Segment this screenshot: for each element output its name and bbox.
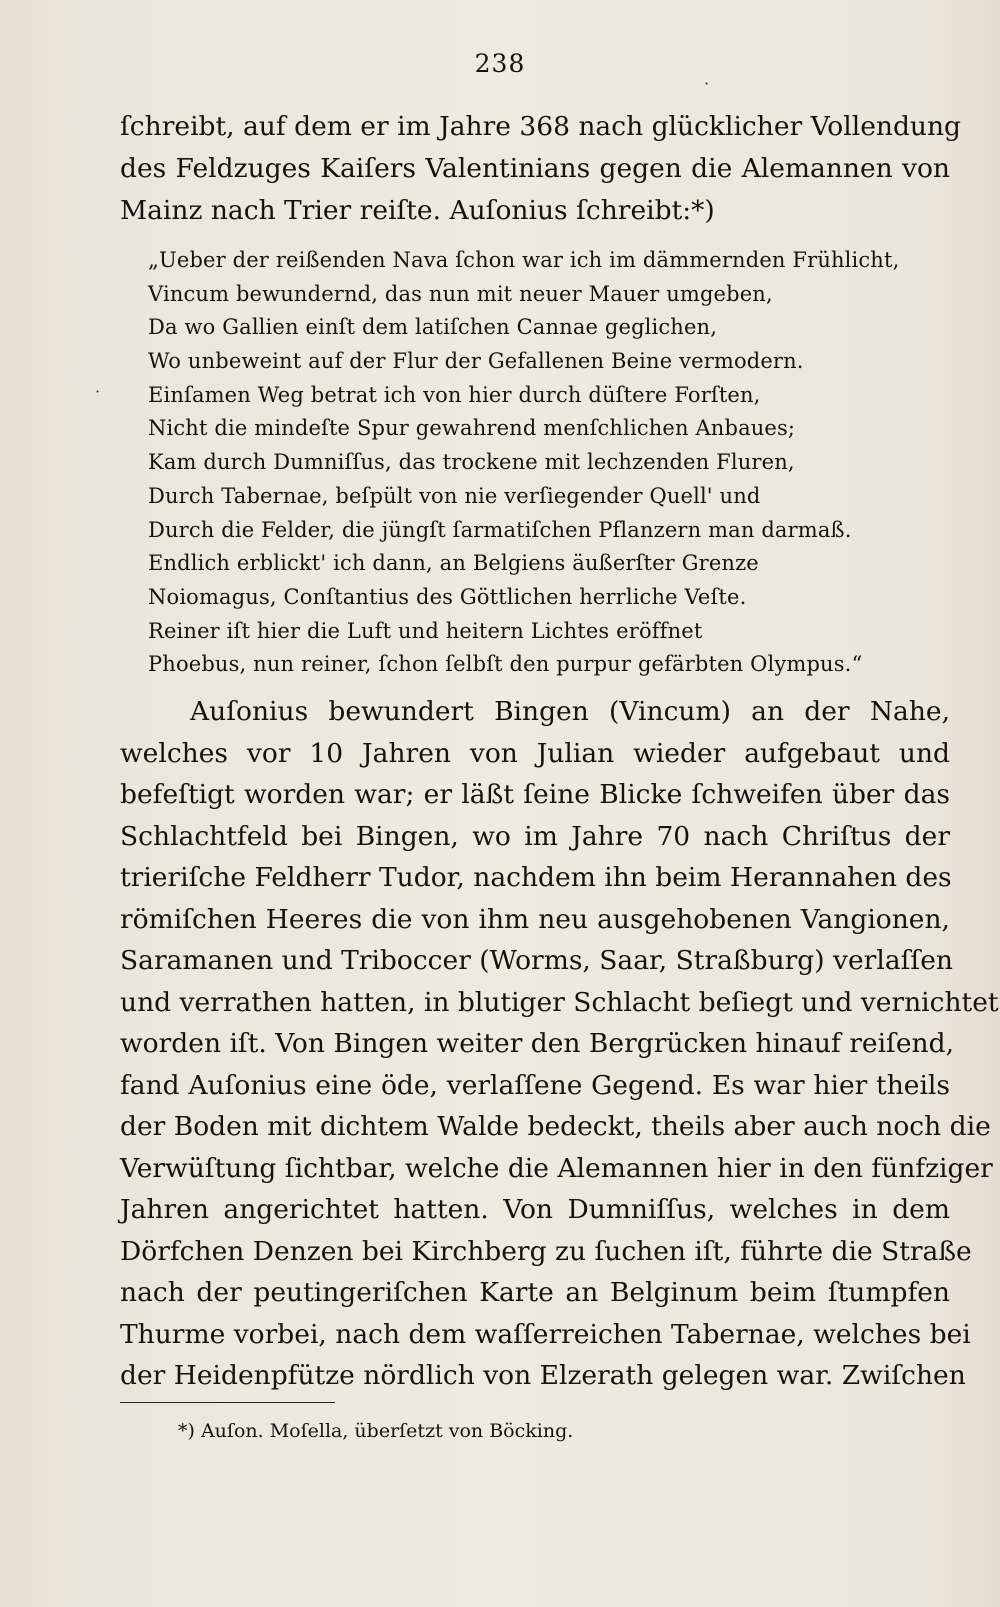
poem-line: Nicht die mindeſte Spur gewahrend menſchlichen Anbaues; bbox=[148, 416, 796, 440]
poem-line: Reiner iſt hier die Luft und heitern Lichtes eröffnet bbox=[148, 619, 703, 643]
poem-line: Endlich erblickt' ich dann, an Belgiens äußerſter Grenze bbox=[148, 551, 759, 575]
body-line: Auſonius bewundert Bingen (Vincum) an der Nahe, bbox=[190, 696, 950, 727]
body-line: römiſchen Heeres die von ihm neu ausgehobenen Vangionen, bbox=[120, 904, 950, 935]
footnote: *) Auſon. Moſella, überſetzt von Böcking. bbox=[178, 1420, 574, 1442]
body-line: Mainz nach Trier reiſte. Auſonius ſchreibt:*) bbox=[120, 195, 715, 226]
body-line: Saramanen und Triboccer (Worms, Saar, Straßburg) verlaſſen bbox=[120, 945, 953, 976]
poem-line: Vincum bewundernd, das nun mit neuer Mauer umgeben, bbox=[148, 282, 773, 306]
print-speck: · bbox=[95, 382, 101, 401]
body-line: trieriſche Feldherr Tudor, nachdem ihn beim Herannahen des bbox=[120, 862, 952, 893]
poem-line: Phoebus, nun reiner, ſchon ſelbſt den purpur gefärbten Olympus.“ bbox=[148, 652, 863, 676]
poem-line: Kam durch Dumniſſus, das trockene mit lechzenden Fluren, bbox=[148, 450, 795, 474]
poem-line: Einſamen Weg betrat ich von hier durch düſtere Forſten, bbox=[148, 383, 761, 407]
body-line: des Feldzuges Kaiſers Valentinians gegen die Alemannen von bbox=[120, 153, 950, 184]
body-line: befeſtigt worden war; er läßt ſeine Blicke ſchweifen über das bbox=[120, 779, 950, 810]
body-line: Jahren angerichtet hatten. Von Dumniſſus, welches in dem bbox=[120, 1194, 950, 1225]
body-line: der Heidenpfütze nördlich von Elzerath gelegen war. Zwiſchen bbox=[120, 1360, 966, 1391]
body-line: welches vor 10 Jahren von Julian wieder aufgebaut und bbox=[120, 738, 950, 769]
poem-line: Durch Tabernae, beſpült von nie verſiegender Quell' und bbox=[148, 484, 761, 508]
body-line: der Boden mit dichtem Walde bedeckt, theils aber auch noch die bbox=[120, 1111, 991, 1142]
poem-line: Durch die Felder, die jüngſt ſarmatiſchen Pflanzern man darmaß. bbox=[148, 518, 852, 542]
poem-line: Wo unbeweint auf der Flur der Gefallenen Beine vermodern. bbox=[148, 349, 804, 373]
body-line: Thurme vorbei, nach dem waſſerreichen Tabernae, welches bei bbox=[120, 1319, 971, 1350]
print-speck: · bbox=[704, 74, 710, 93]
body-line: Dörfchen Denzen bei Kirchberg zu ſuchen iſt, führte die Straße bbox=[120, 1236, 972, 1267]
body-line: ſchreibt, auf dem er im Jahre 368 nach glücklicher Vollendung bbox=[120, 111, 962, 142]
poem-line: Noiomagus, Conſtantius des Göttlichen herrliche Veſte. bbox=[148, 585, 747, 609]
poem-line: „Ueber der reißenden Nava ſchon war ich im dämmernden Frühlicht, bbox=[148, 248, 900, 272]
footnote-separator bbox=[120, 1402, 335, 1403]
poem-line: Da wo Gallien einſt dem latiſchen Cannae geglichen, bbox=[148, 315, 718, 339]
body-line: Verwüſtung ſichtbar, welche die Alemannen hier in den fünfziger bbox=[120, 1153, 993, 1184]
body-line: und verrathen hatten, in blutiger Schlacht beſiegt und vernichtet bbox=[120, 987, 999, 1018]
body-line: worden iſt. Von Bingen weiter den Bergrücken hinauf reiſend, bbox=[120, 1028, 954, 1059]
body-line: fand Auſonius eine öde, verlaſſene Gegend. Es war hier theils bbox=[120, 1070, 950, 1101]
body-line: nach der peutingeriſchen Karte an Belginum beim ſtumpfen bbox=[120, 1277, 950, 1308]
page-number: 238 bbox=[474, 49, 526, 78]
body-line: Schlachtfeld bei Bingen, wo im Jahre 70 nach Chriſtus der bbox=[120, 821, 950, 852]
